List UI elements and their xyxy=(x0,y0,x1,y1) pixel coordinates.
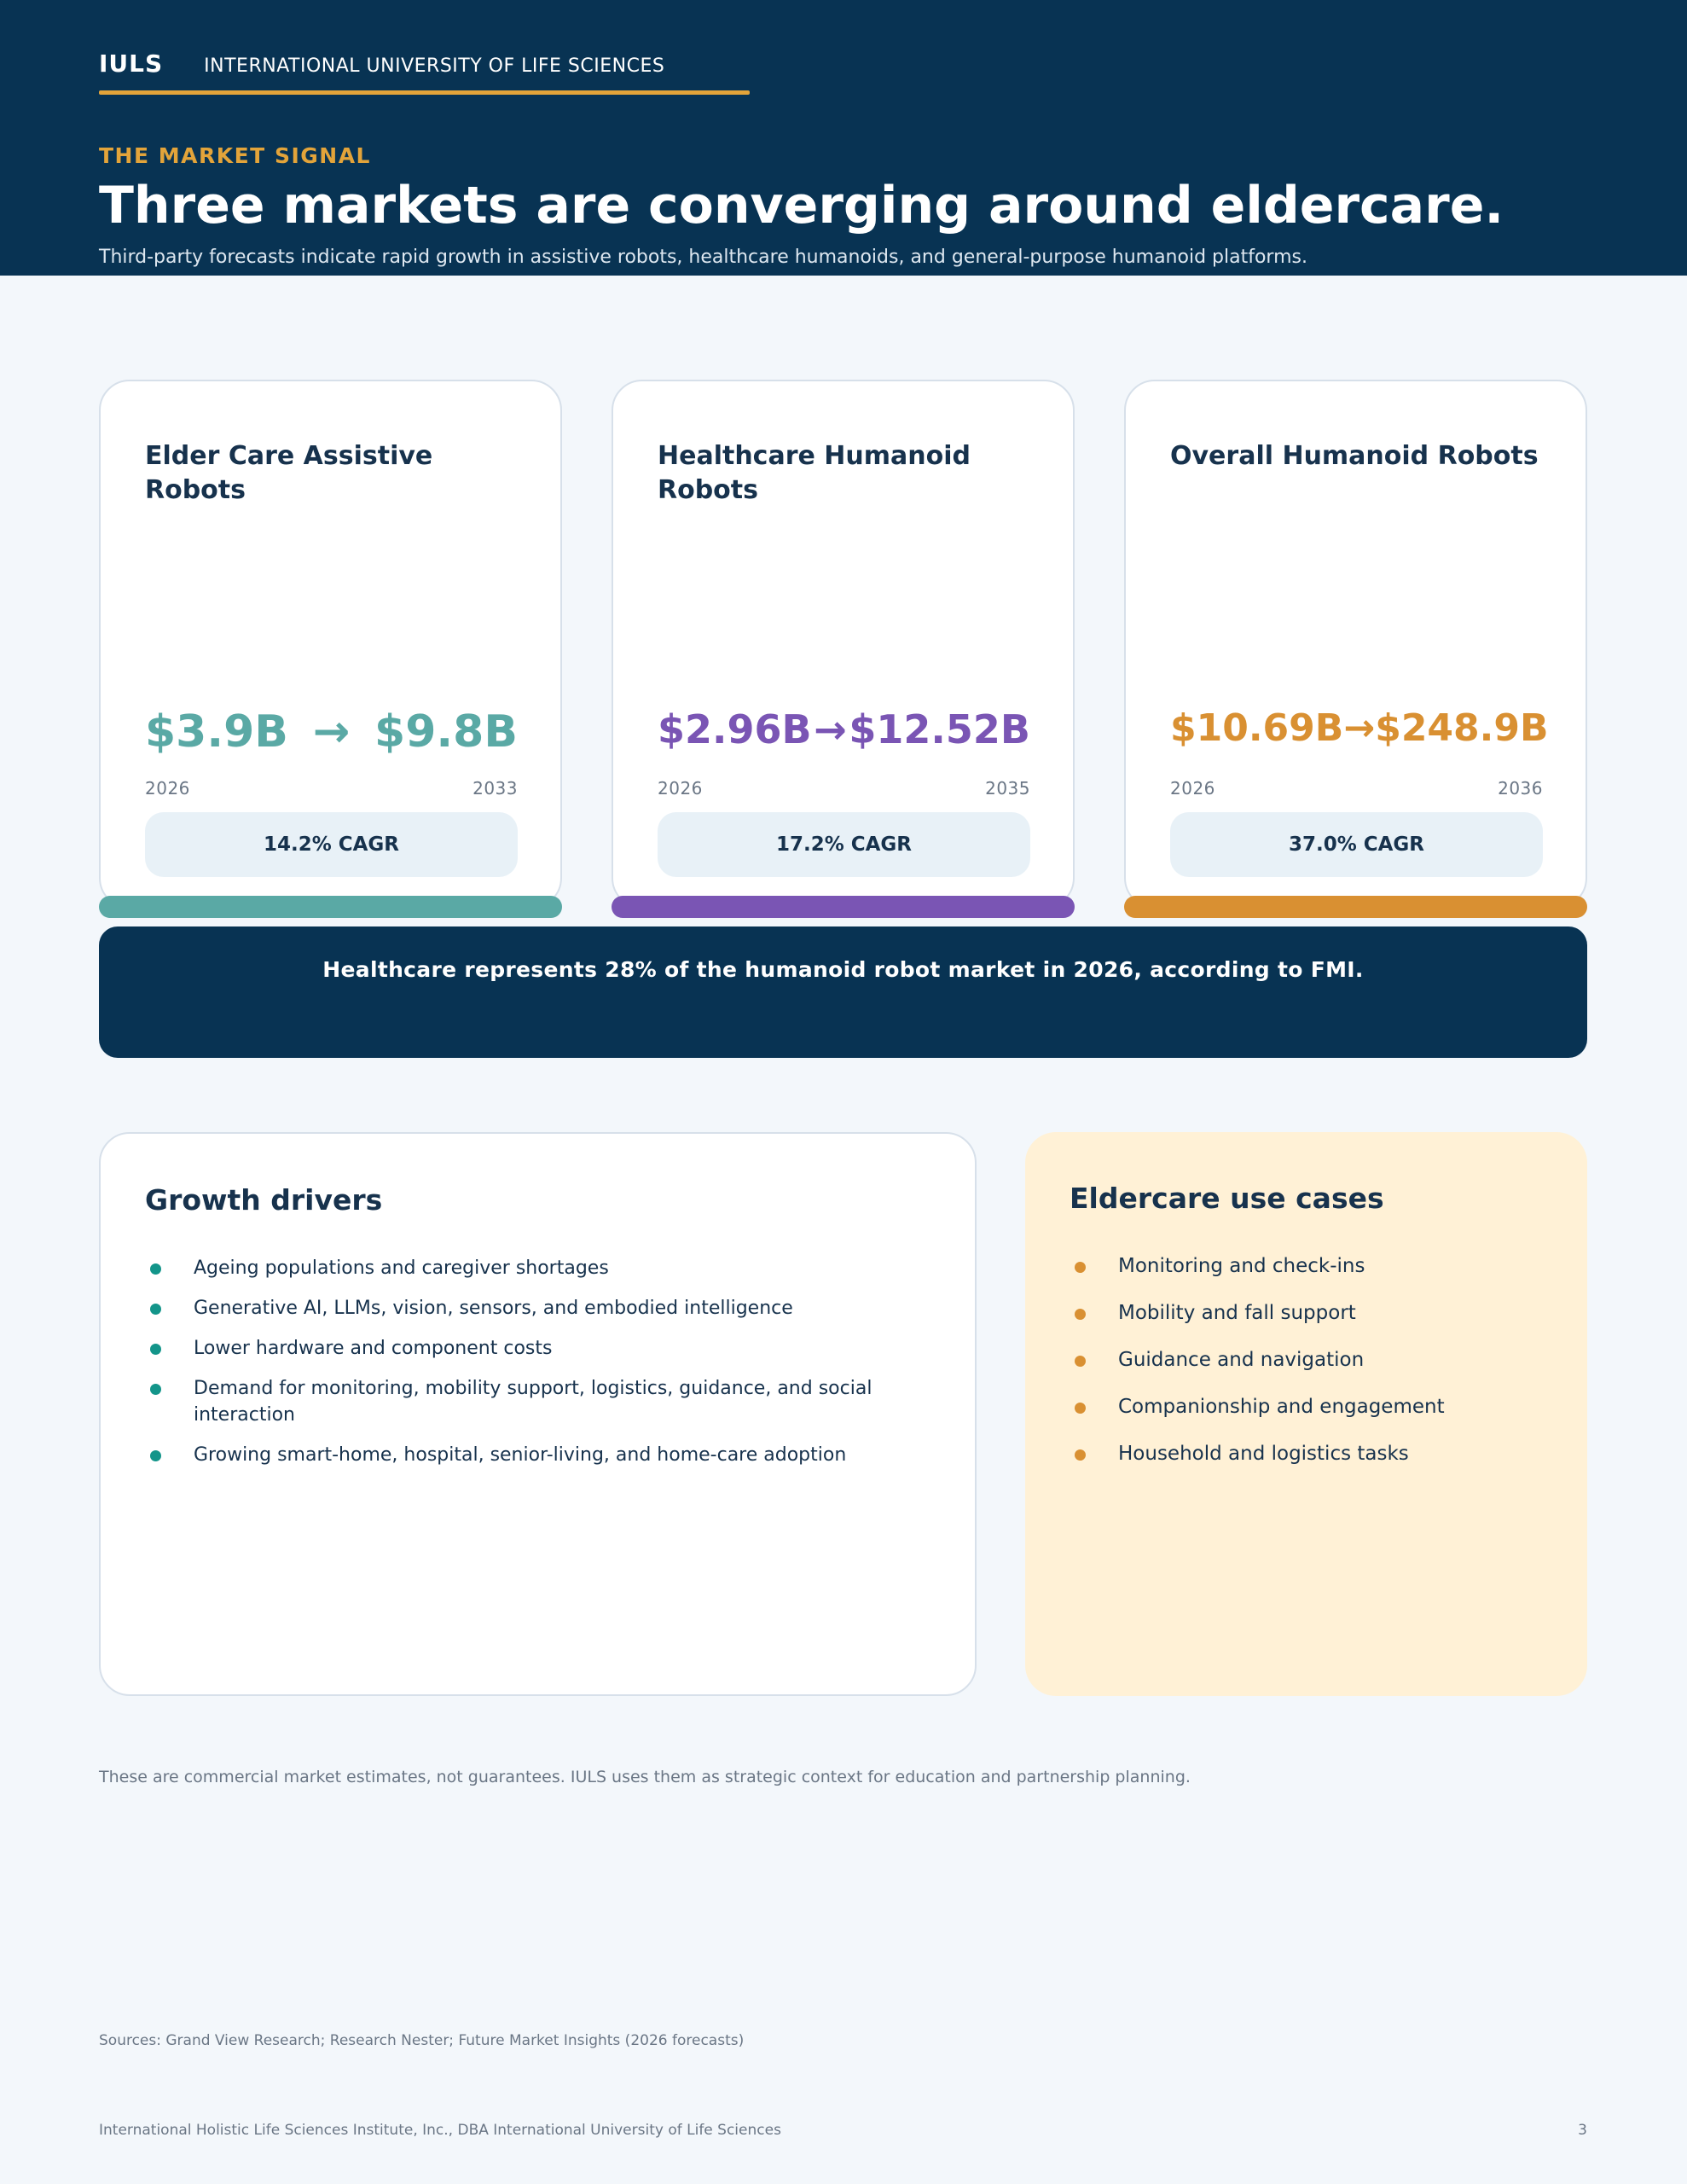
card-values xyxy=(1170,706,1549,750)
end-year: 2035 xyxy=(985,778,1030,799)
brand-underline-divider xyxy=(99,90,750,95)
list-item xyxy=(145,1295,924,1321)
list-item-text: Generative AI, LLMs, vision, sensors, and embodied intelligence xyxy=(194,1298,793,1319)
list-item xyxy=(1070,1441,1536,1467)
list-item-text: Monitoring and check-ins xyxy=(1118,1255,1365,1277)
end-year: 2036 xyxy=(1498,778,1543,799)
list-item-text: Guidance and navigation xyxy=(1118,1349,1365,1371)
card-values xyxy=(658,706,1030,752)
list-item xyxy=(145,1442,924,1468)
bullet-icon xyxy=(150,1304,161,1315)
card-accent-bar-purple xyxy=(612,896,1075,918)
arrow-right-icon: → xyxy=(1343,706,1376,750)
bullet-icon xyxy=(1075,1262,1086,1273)
page-header xyxy=(0,0,1687,276)
bullet-icon xyxy=(1075,1403,1086,1414)
disclaimer-text: These are commercial market estimates, not guarantees. IULS uses them as strategic context for education and partnership planning. xyxy=(99,1768,1191,1786)
page-subtitle: Third-party forecasts indicate rapid growth in assistive robots, healthcare humanoids, and general-purpose humanoid platforms. xyxy=(99,247,1307,268)
brand-name: INTERNATIONAL UNIVERSITY OF LIFE SCIENCES xyxy=(204,55,665,77)
list-item-text: Household and logistics tasks xyxy=(1118,1443,1409,1465)
panel-title: Growth drivers xyxy=(145,1183,383,1217)
bullet-icon xyxy=(150,1384,161,1395)
sources-text: Sources: Grand View Research; Research Nester; Future Market Insights (2026 forecasts) xyxy=(99,2032,745,2049)
banner-text: Healthcare represents 28% of the humanoid robot market in 2026, according to FMI. xyxy=(322,957,1364,982)
start-value: $3.9B xyxy=(145,706,288,758)
list-item xyxy=(1070,1347,1536,1374)
bullet-icon xyxy=(150,1450,161,1461)
start-year: 2026 xyxy=(145,778,190,799)
card-title: Overall Humanoid Robots xyxy=(1170,441,1539,471)
arrow-right-icon: → xyxy=(814,706,847,752)
cagr-badge: 17.2% CAGR xyxy=(658,812,1030,877)
card-accent-bar-orange xyxy=(1124,896,1587,918)
arrow-right-icon: → xyxy=(312,706,351,758)
section-eyebrow: THE MARKET SIGNAL xyxy=(99,143,371,168)
list-item-text: Ageing populations and caregiver shortages xyxy=(194,1258,609,1279)
market-card-overall-humanoid xyxy=(1124,380,1587,909)
end-value: $9.8B xyxy=(374,706,518,758)
end-year: 2033 xyxy=(472,778,518,799)
card-title: Healthcare Humanoid Robots xyxy=(658,441,971,505)
list-item xyxy=(1070,1394,1536,1420)
card-years xyxy=(658,778,1030,799)
end-value: $248.9B xyxy=(1375,706,1549,750)
list-item xyxy=(1070,1300,1536,1327)
bullet-icon xyxy=(150,1344,161,1355)
brand xyxy=(99,49,664,78)
highlight-banner xyxy=(99,926,1587,1058)
list-item xyxy=(145,1335,924,1362)
panel-title: Eldercare use cases xyxy=(1070,1182,1384,1215)
list-item-text: Mobility and fall support xyxy=(1118,1302,1356,1324)
footer-legal-name: International Holistic Life Sciences Institute, Inc., DBA International University of Life Sciences xyxy=(99,2122,781,2139)
list-item xyxy=(145,1255,924,1281)
market-card-elder-care xyxy=(99,380,562,909)
bullet-icon xyxy=(150,1263,161,1275)
growth-drivers-panel xyxy=(99,1132,977,1696)
start-value: $10.69B xyxy=(1170,706,1344,750)
card-years xyxy=(145,778,518,799)
list-item-text: Demand for monitoring, mobility support, logistics, guidance, and social interaction xyxy=(194,1378,872,1426)
start-value: $2.96B xyxy=(658,706,812,752)
page-title: Three markets are converging around eldercare. xyxy=(99,176,1504,235)
list-item-text: Lower hardware and component costs xyxy=(194,1338,553,1359)
start-year: 2026 xyxy=(658,778,703,799)
page-number: 3 xyxy=(1578,2122,1587,2139)
list-item xyxy=(1070,1253,1536,1280)
bullet-icon xyxy=(1075,1449,1086,1461)
bullet-icon xyxy=(1075,1356,1086,1367)
growth-drivers-list xyxy=(145,1255,924,1482)
card-years xyxy=(1170,778,1543,799)
use-cases-list xyxy=(1070,1253,1536,1488)
card-accent-bar-teal xyxy=(99,896,562,918)
cagr-badge: 37.0% CAGR xyxy=(1170,812,1543,877)
cagr-badge: 14.2% CAGR xyxy=(145,812,518,877)
card-title: Elder Care Assistive Robots xyxy=(145,441,433,505)
market-card-healthcare-humanoid xyxy=(612,380,1075,909)
list-item xyxy=(145,1375,924,1428)
start-year: 2026 xyxy=(1170,778,1215,799)
list-item-text: Growing smart-home, hospital, senior-living, and home-care adoption xyxy=(194,1444,847,1466)
eldercare-use-cases-panel xyxy=(1025,1132,1587,1696)
list-item-text: Companionship and engagement xyxy=(1118,1396,1445,1418)
bullet-icon xyxy=(1075,1309,1086,1320)
end-value: $12.52B xyxy=(849,706,1030,752)
brand-abbreviation: IULS xyxy=(99,49,164,78)
card-values xyxy=(145,706,518,758)
